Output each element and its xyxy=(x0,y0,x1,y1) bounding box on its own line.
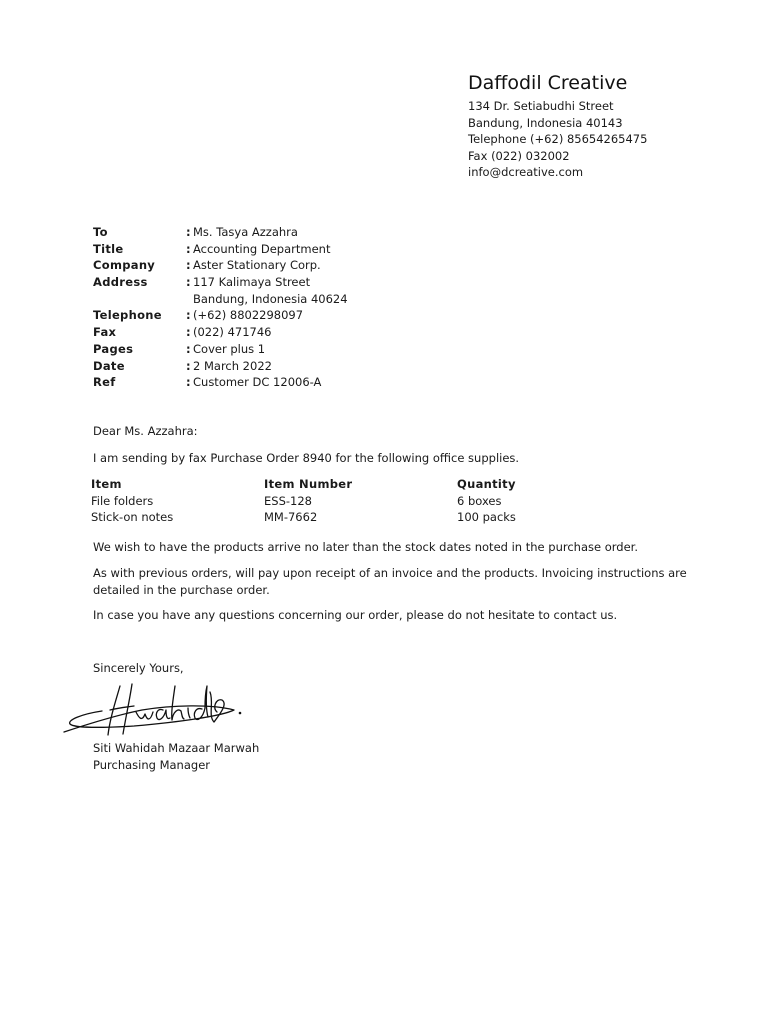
field-value: (022) 471746 xyxy=(193,325,272,340)
field-colon: : xyxy=(186,308,191,323)
field-label: Fax xyxy=(93,325,117,340)
field-colon: : xyxy=(186,375,191,390)
letter-paragraph: In case you have any questions concerning our order, please do not hesitate to contact us. xyxy=(93,608,618,622)
field-label: Pages xyxy=(93,341,134,356)
item-quantity: 6 boxes xyxy=(457,493,502,508)
field-colon: : xyxy=(186,325,191,340)
field-label: Company xyxy=(93,258,156,273)
letter-closing: Sincerely Yours, xyxy=(93,661,184,675)
sender-company-name: Daffodil Creative xyxy=(468,72,628,94)
field-label: Title xyxy=(93,241,124,256)
field-value: Accounting Department xyxy=(193,241,331,256)
sender-telephone: Telephone (+62) 85654265475 xyxy=(468,132,648,146)
field-value: 2 March 2022 xyxy=(193,358,272,373)
field-colon: : xyxy=(186,225,191,239)
field-value: Customer DC 12006-A xyxy=(193,375,322,390)
column-header-item-number: Item Number xyxy=(264,477,353,491)
field-value: (+62) 8802298097 xyxy=(193,308,304,323)
field-label: Date xyxy=(93,358,125,373)
column-header-quantity: Quantity xyxy=(457,477,516,491)
signer-block xyxy=(93,740,259,773)
column-header-item: Item xyxy=(91,477,122,491)
field-colon: : xyxy=(186,358,191,373)
item-number: ESS-128 xyxy=(264,493,312,508)
item-quantity: 100 packs xyxy=(457,510,516,524)
sender-city: Bandung, Indonesia 40143 xyxy=(468,115,623,130)
item-number: MM-7662 xyxy=(264,510,318,524)
field-label: Telephone xyxy=(93,308,162,323)
letter-paragraph: As with previous orders, will pay upon receipt of an invoice and the products. Invoicing instructions are detailed in the purchase order. xyxy=(93,566,687,597)
sender-fax: Fax (022) 032002 xyxy=(468,148,570,163)
field-value: Aster Stationary Corp. xyxy=(193,258,321,273)
field-value: Cover plus 1 xyxy=(193,341,266,356)
signer-name: Siti Wahidah Mazaar Marwah xyxy=(93,741,260,755)
field-colon: : xyxy=(186,258,191,273)
item-name: Stick-on notes xyxy=(91,510,174,524)
field-label: Address xyxy=(93,275,148,290)
item-name: File folders xyxy=(91,493,154,508)
field-value: 117 Kalimaya Street xyxy=(193,275,311,290)
field-colon: : xyxy=(186,241,191,256)
letter-intro: I am sending by fax Purchase Order 8940 for the following office supplies. xyxy=(93,451,520,465)
handwritten-signature xyxy=(62,680,262,742)
signer-title: Purchasing Manager xyxy=(93,757,210,772)
field-label: To xyxy=(93,225,108,239)
sender-block xyxy=(468,70,647,181)
letter-paragraph: We wish to have the products arrive no later than the stock dates noted in the purchase order. xyxy=(93,540,638,554)
field-colon: : xyxy=(186,275,191,290)
field-value: Bandung, Indonesia 40624 xyxy=(193,291,348,306)
letter-greeting: Dear Ms. Azzahra: xyxy=(93,424,198,438)
sender-email: info@dcreative.com xyxy=(468,165,584,179)
field-colon: : xyxy=(186,341,191,356)
field-value: Ms. Tasya Azzahra xyxy=(193,225,298,239)
field-label: Ref xyxy=(93,375,116,390)
sender-street: 134 Dr. Setiabudhi Street xyxy=(468,99,614,113)
